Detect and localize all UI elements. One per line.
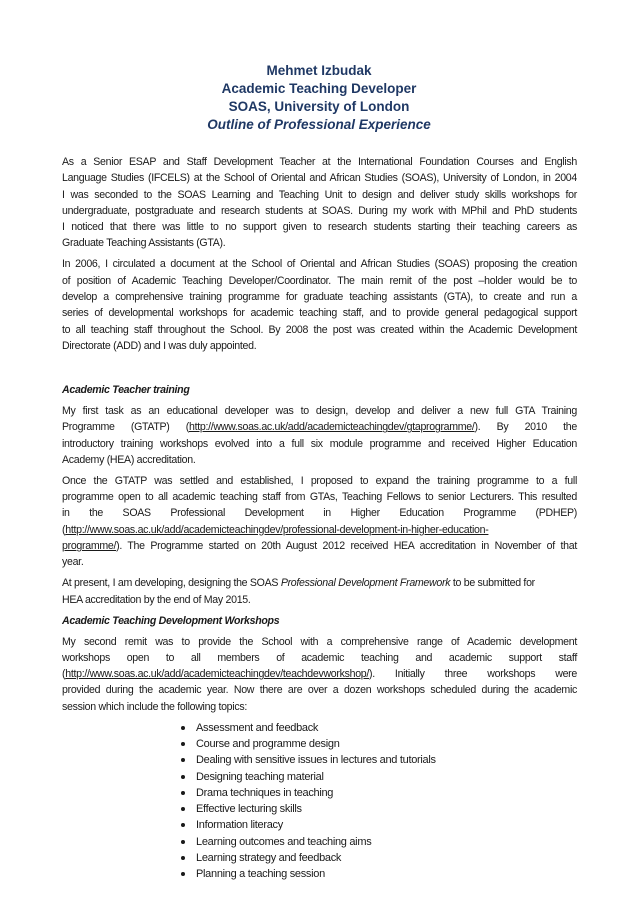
text-line: of position of Academic Teaching Developer/Coordinator. The main remit of the post –holder would be to xyxy=(62,274,577,287)
topic-label: Learning outcomes and teaching aims xyxy=(196,835,372,848)
gtatp-paragraph xyxy=(62,403,577,468)
text: to be submitted for xyxy=(450,577,535,590)
text: ( xyxy=(62,668,66,681)
list-item xyxy=(181,866,577,882)
topic-label: Course and programme design xyxy=(196,738,340,750)
text-line: Once the GTATP was settled and established, I proposed to expand the training programme to a full xyxy=(62,474,577,487)
bullet-icon xyxy=(181,742,185,746)
text-line: I was seconded to the SOAS Learning and Teaching Unit to design and deliver study skills workshops for xyxy=(62,188,577,201)
framework-paragraph xyxy=(62,575,577,608)
pdhep-paragraph xyxy=(62,473,577,571)
text-line: to all teaching staff throughout the School. By 2008 the post was created within the Academic Development xyxy=(62,323,577,336)
text-line xyxy=(62,419,577,435)
text-line xyxy=(62,666,577,682)
institution: SOAS, University of London xyxy=(228,99,410,114)
list-item xyxy=(181,817,577,833)
bullet-icon xyxy=(181,872,185,876)
topic-label: Assessment and feedback xyxy=(196,721,319,734)
text-line: programme open to all academic teaching staff from GTAs, Teaching Fellows to senior Lecturers. This resulted xyxy=(62,491,577,504)
list-item xyxy=(181,752,577,768)
text-line: In 2006, I circulated a document at the School of Oriental and African Studies (SOAS) proposing the creation xyxy=(62,258,577,271)
text-line: As a Senior ESAP and Staff Development Teacher at the International Foundation Courses and English xyxy=(62,156,577,168)
text-line xyxy=(62,575,577,591)
text-line: series of developmental workshops for academic teaching staff, and to provide general pedagogical support xyxy=(62,307,577,320)
text-line: in the SOAS Professional Development in Higher Education Programme (PDHEP) xyxy=(62,507,577,520)
text: ). By 2010 the xyxy=(474,421,577,434)
text-line: Directorate (ADD) and I was duly appointed. xyxy=(62,339,257,352)
bullet-icon xyxy=(181,758,185,762)
bullet-icon xyxy=(181,807,185,811)
bullet-icon xyxy=(181,840,185,844)
text-line xyxy=(62,538,577,554)
pdhep-link[interactable]: http://www.soas.ac.uk/add/academicteachingdev/professional-development-in-higher-education- xyxy=(65,523,489,536)
text-line: I noticed that there was little to no support given to research students starting their teaching careers as xyxy=(62,221,577,234)
intro-paragraph xyxy=(62,154,577,252)
text: Programme (GTATP) ( xyxy=(62,421,189,434)
list-item xyxy=(181,720,577,736)
text: ). The Programme started on 20th August 2012 received HEA accreditation in November of that xyxy=(116,539,577,552)
topic-label: Learning strategy and feedback xyxy=(196,852,342,865)
list-item xyxy=(181,769,577,785)
pdhep-link-continued[interactable]: programme/ xyxy=(62,539,117,552)
topics-list xyxy=(62,720,577,883)
text-line: session which include the following topics: xyxy=(62,700,247,713)
text-line: workshops open to all members of academic teaching and academic support staff xyxy=(62,651,577,664)
appointment-paragraph xyxy=(62,256,577,354)
topic-label: Planning a teaching session xyxy=(196,868,325,881)
teachdevworkshop-link[interactable]: http://www.soas.ac.uk/add/academicteachingdev/teachdevworkshop/ xyxy=(65,668,370,681)
topic-label: Designing teaching material xyxy=(196,770,324,783)
text-line xyxy=(62,522,577,538)
bullet-icon xyxy=(181,726,185,730)
text-line: year. xyxy=(62,556,84,569)
list-item xyxy=(181,834,577,850)
text-line: provided during the academic year. Now there are over a dozen workshops scheduled during the academic xyxy=(62,684,577,697)
text-line: My second remit was to provide the School with a comprehensive range of Academic development xyxy=(62,635,577,648)
text-line: introductory training workshops evolved into a full six module programme and received Higher Education xyxy=(62,437,577,450)
workshops-paragraph xyxy=(62,634,577,715)
text: ( xyxy=(62,523,66,536)
text: At present, I am developing, designing the SOAS xyxy=(62,577,281,590)
text: ). Initially three workshops were xyxy=(369,668,577,681)
text-line: My first task as an educational developer was to design, develop and deliver a new full GTA Training xyxy=(62,404,577,417)
bullet-icon xyxy=(181,775,185,779)
topic-label: Drama techniques in teaching xyxy=(196,786,334,799)
text-line: Graduate Teaching Assistants (GTA). xyxy=(62,237,226,250)
list-item xyxy=(181,785,577,801)
section-heading-teacher-training: Academic Teacher training xyxy=(62,383,190,396)
text-line: HEA accreditation by the end of May 2015. xyxy=(62,593,251,606)
list-item xyxy=(181,736,577,752)
author-name: Mehmet Izbudak xyxy=(266,63,372,78)
document-body xyxy=(62,154,577,883)
bullet-icon xyxy=(181,823,185,827)
topic-label: Dealing with sensitive issues in lectures and tutorials xyxy=(196,754,436,767)
text-line: Academy (HEA) accreditation. xyxy=(62,453,196,466)
framework-title: Professional Development Framework xyxy=(280,577,451,590)
bullet-icon xyxy=(181,856,185,860)
text-line: Language Studies (IFCELS) at the School of Oriental and African Studies (SOAS), University of London, in 2004 xyxy=(62,172,577,185)
bullet-icon xyxy=(181,791,185,795)
topic-label: Effective lecturing skills xyxy=(196,803,302,816)
document-subtitle: Outline of Professional Experience xyxy=(207,117,431,132)
text-line: develop a comprehensive training programme for graduate teaching assistants (GTA), to create and run a xyxy=(62,291,577,304)
text-line: undergraduate, postgraduate and research students at SOAS. During my work with MPhil and PhD students xyxy=(62,204,577,217)
list-item xyxy=(181,850,577,866)
section-heading-workshops: Academic Teaching Development Workshops xyxy=(62,614,280,627)
topic-label: Information literacy xyxy=(196,819,283,832)
gtaprogramme-link[interactable]: http://www.soas.ac.uk/add/academicteachingdev/gtaprogramme/ xyxy=(188,421,475,434)
document-header xyxy=(0,62,638,134)
author-role: Academic Teaching Developer xyxy=(221,81,417,96)
list-item xyxy=(181,801,577,817)
